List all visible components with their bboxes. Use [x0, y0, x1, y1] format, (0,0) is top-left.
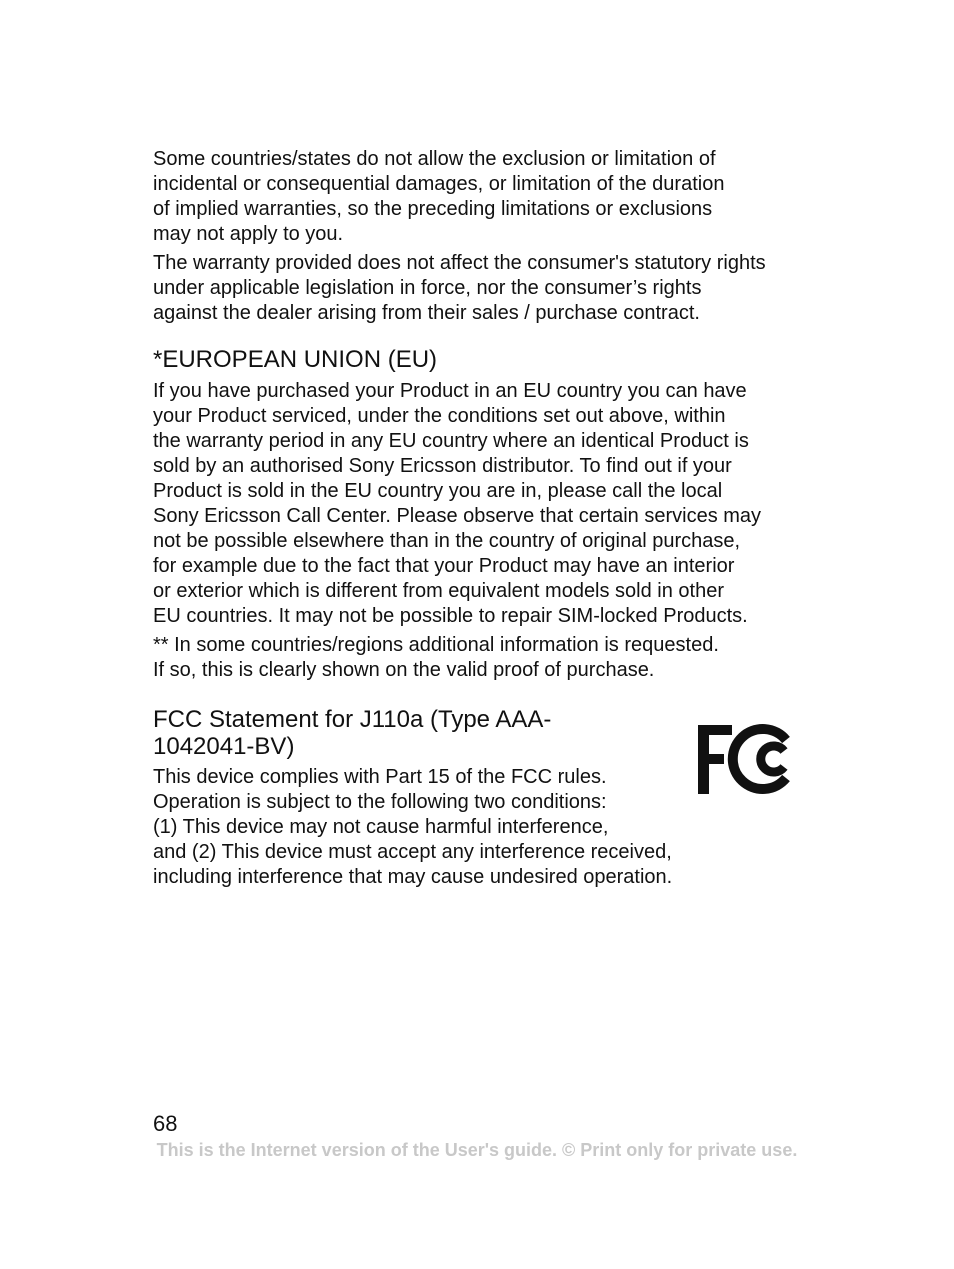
fcc-para-line: Operation is subject to the following two conditions:	[153, 791, 607, 813]
eu-heading: *EUROPEAN UNION (EU)	[153, 346, 438, 373]
fcc-para-line: This device complies with Part 15 of the FCC rules.	[153, 766, 607, 788]
fcc-heading: FCC Statement for J110a (Type AAA-	[153, 706, 552, 733]
para1-line: Some countries/states do not allow the exclusion or limitation of	[153, 148, 716, 170]
para1-line: of implied warranties, so the preceding limitations or exclusions	[153, 198, 713, 220]
para1-line: incidental or consequential damages, or limitation of the duration	[153, 173, 725, 195]
para2-line: against the dealer arising from their sales / purchase contract.	[153, 302, 700, 324]
page-number: 68	[153, 1111, 178, 1136]
note-line: If so, this is clearly shown on the valid proof of purchase.	[153, 659, 655, 681]
eu-para-line: not be possible elsewhere than in the country of original purchase,	[153, 530, 741, 552]
eu-para-line: for example due to the fact that your Product may have an interior	[153, 555, 735, 577]
fcc-para-line: and (2) This device must accept any interference received,	[153, 841, 672, 863]
eu-para-line: If you have purchased your Product in an EU country you can have	[153, 380, 747, 402]
eu-para-line: EU countries. It may not be possible to repair SIM-locked Products.	[153, 605, 748, 627]
fcc-para-line: including interference that may cause undesired operation.	[153, 866, 673, 888]
para1-line: may not apply to you.	[153, 223, 344, 245]
fcc-heading: 1042041-BV)	[153, 733, 295, 760]
eu-para-line: Product is sold in the EU country you are in, please call the local	[153, 480, 723, 502]
note-line: ** In some countries/regions additional information is requested.	[153, 634, 719, 656]
para2-line: The warranty provided does not affect the consumer's statutory rights	[153, 252, 766, 274]
fcc-para-line: (1) This device may not cause harmful interference,	[153, 816, 609, 838]
fcc-logo-icon	[698, 722, 800, 796]
eu-para-line: sold by an authorised Sony Ericsson distributor. To find out if your	[153, 455, 732, 477]
para2-line: under applicable legislation in force, nor the consumer’s rights	[153, 277, 702, 299]
eu-para-line: your Product serviced, under the conditions set out above, within	[153, 405, 726, 427]
eu-para-line: or exterior which is different from equivalent models sold in other	[153, 580, 725, 602]
eu-para-line: Sony Ericsson Call Center. Please observe that certain services may	[153, 505, 762, 527]
eu-para-line: the warranty period in any EU country where an identical Product is	[153, 430, 749, 452]
footer-note: This is the Internet version of the User's guide. © Print only for private use.	[156, 1140, 798, 1160]
